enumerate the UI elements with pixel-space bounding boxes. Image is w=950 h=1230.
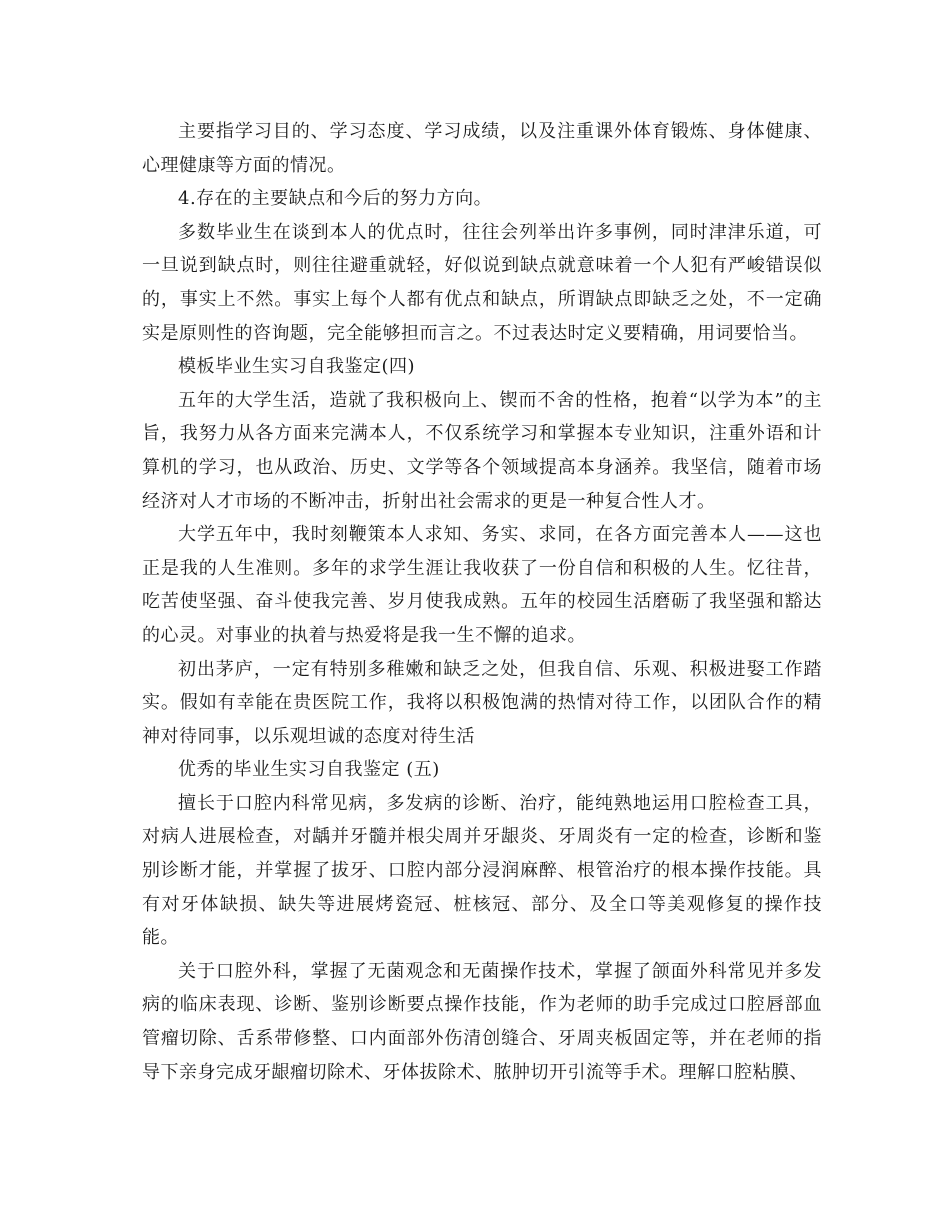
document-page	[142, 115, 822, 1089]
paragraph-heading-shortcomings: 4.存在的主要缺点和今后的努力方向。	[178, 188, 493, 210]
section-title-five: 优秀的毕业生实习自我鉴定 (五)	[178, 759, 440, 781]
paragraph-shortcomings: 多数毕业生在谈到本人的优点时，往往会列举出许多事例，同时津津乐道，可一旦说到缺点时，则往往避重就轻，好似说到缺点就意味着一个人犯有严峻错误似的，事实上不然。事实上每个人都有优点和缺点，所谓缺点即缺乏之处，不一定确实是原则性的咨询题，完全能够担而言之。不过表达时定义要精确，用词要恰当。	[142, 221, 822, 344]
paragraph-study: 主要指学习目的、学习态度、学习成绩，以及注重课外体育锻炼、身体健康、心理健康等方面的情况。	[142, 121, 822, 176]
paragraph-university-life: 五年的大学生活，造就了我积极向上、锲而不舍的性格，抱着“以学为本”的主旨，我努力从各方面来完满本人，不仅系统学习和掌握本专业知识，注重外语和计算机的学习，也从政治、历史、文学等各个领域提高本身涵养。我坚信，随着市场经济对人才市场的不断冲击，折射出社会需求的更是一种复合性人才。	[142, 389, 822, 512]
paragraph-oral-medicine: 擅长于口腔内科常见病，多发病的诊断、治疗，能纯熟地运用口腔检查工具，对病人进展检查，对龋并牙髓并根尖周并牙龈炎、牙周炎有一定的检查，诊断和鉴别诊断才能，并掌握了拔牙、口腔内部分浸润麻醉、根管治疗的根本操作技能。具有对牙体缺损、缺失等进展烤瓷冠、桩核冠、部分、及全口等美观修复的操作技能。	[142, 792, 822, 949]
paragraph-new-start: 初出茅庐，一定有特别多稚嫩和缺乏之处，但我自信、乐观、积极进娶工作踏实。假如有幸能在贵医院工作，我将以积极饱满的热情对待工作，以团队合作的精神对待同事，以乐观坦诚的态度对待生活	[142, 658, 822, 747]
paragraph-oral-surgery: 关于口腔外科，掌握了无菌观念和无菌操作技术，掌握了颌面外科常见并多发病的临床表现、诊断、鉴别诊断要点操作技能，作为老师的助手完成过口腔唇部血管瘤切除、舌系带修整、口内面部外伤清创缝合、牙周夹板固定等，并在老师的指导下亲身完成牙龈瘤切除术、牙体拔除术、脓肿切开引流等手术。理解口腔粘膜、	[142, 960, 822, 1083]
paragraph-five-years: 大学五年中，我时刻鞭策本人求知、务实、求同，在各方面完善本人——这也正是我的人生准则。多年的求学生涯让我收获了一份自信和积极的人生。忆往昔，吃苦使坚强、奋斗使我完善、岁月使我成熟。五年的校园生活磨砺了我坚强和豁达的心灵。对事业的执着与热爱将是我一生不懈的追求。	[142, 524, 822, 646]
section-title-four: 模板毕业生实习自我鉴定(四)	[178, 356, 416, 378]
